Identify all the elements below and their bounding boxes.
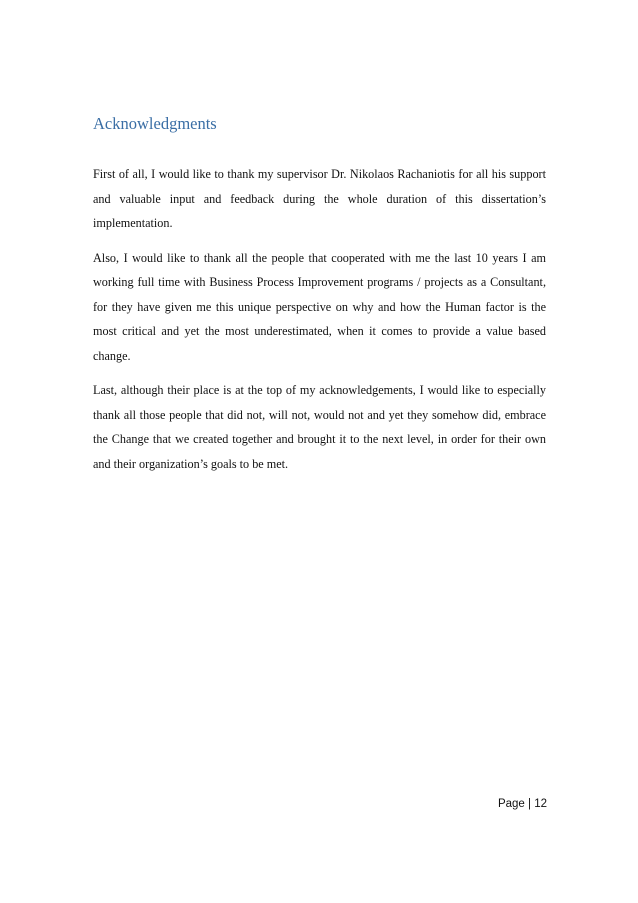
page-number-footer: Page | 12 [497,798,547,810]
section-heading: Acknowledgments [93,114,217,133]
body-text [93,162,546,486]
paragraph-change-embracers: Last, although their place is at the top of my acknowledgements, I would like to especially thank all those people that did not, will not, would not and yet they somehow did, embrace the Change that we created together and brought it to the next level, in order for their own and their organization’s goals to be met. [93,383,546,471]
paragraph-colleagues: Also, I would like to thank all the people that cooperated with me the last 10 years I am working full time with Business Process Improvement programs / projects as a Consultant, for they have given me this unique perspective on why and how the Human factor is the most critical and yet the most underestimated, when it comes to provide a value based change. [93,250,546,363]
paragraph-supervisor: First of all, I would like to thank my supervisor Dr. Nikolaos Rachaniotis for all his support and valuable input and feedback during the whole duration of this dissertation’s implementation. [93,167,546,230]
